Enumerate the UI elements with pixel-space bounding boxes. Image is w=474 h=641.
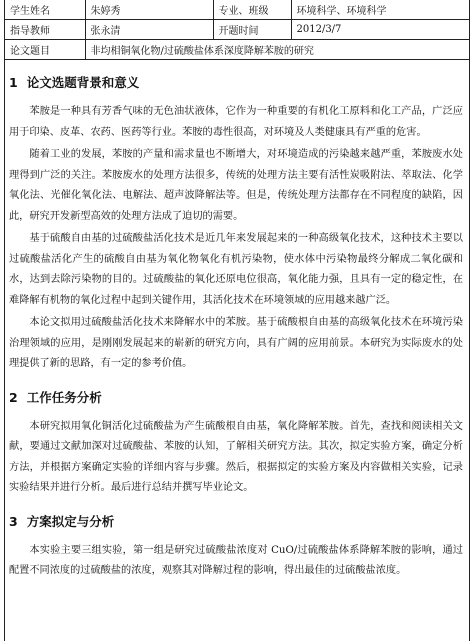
label-date: 开题时间 (213, 20, 291, 40)
label-major: 专业、班级 (213, 0, 291, 20)
section-plan (9, 512, 463, 582)
section-heading: 1 论文选题背景和意义 (9, 75, 140, 90)
paragraph: 基于硫酸自由基的过硫酸盐活化技术是近几年来发展起来的一种高级氧化技术，这种技术主要以过硫酸盐活化产生的硫酸自由基为氧化物氧化有机污染物，使水体中污染物最终分解成二氧化碳和水，达到去除污染物的目的。过硫酸盐的氧化还原电位很高，氧化能力强，且具有一定的稳定性，在难降解有机物的氧化过程中起到关键作用，其活化技术在环境领域的应用越来越广泛。 (9, 233, 463, 306)
proposal-page (4, 0, 470, 641)
proposal-date: 2012/3/7 (291, 20, 469, 40)
section-heading: 2 工作任务分析 (9, 389, 102, 405)
info-row-title (5, 40, 469, 60)
info-row-student (5, 0, 469, 20)
paragraph: 苯胺是一种具有芳香气味的无色油状液体，它作为一种重要的有机化工原料和化工产品，广泛应用于印染、皮革、农药、医药等行业。苯胺的毒性很高，对环境及人类健康具有严重的危害。 (9, 106, 463, 138)
student-name: 朱婷秀 (85, 0, 213, 20)
paragraph: 随着工业的发展，苯胺的产量和需求量也不断增大，对环境造成的污染越来越严重，苯胺废水处理得到广泛的关注。苯胺废水的处理方法很多，传统的处理方法主要有活性炭吸附法、萃取法、化学氧化法、光催化氧化法、电解法、超声波降解法等。但是，传统处理方法都存在不同程度的缺陷，因此，研究开发新型高效的处理方法成了迫切的需要。 (9, 149, 463, 222)
major: 环境科学、环境科学 (291, 0, 469, 20)
advisor: 张永清 (85, 20, 213, 40)
paragraph: 本实验主要三组实验，第一组是研究过硫酸盐浓度对 CuO/过硫酸盐体系降解苯胺的影响，通过配置不同浓度的过硫酸盐的浓度，观察其对降解过程的影响，得出最佳的过硫酸盐浓度。 (9, 544, 463, 576)
paragraph: 本研究拟用氧化铜活化过硫酸盐为产生硫酸根自由基，氧化降解苯胺。首先，查找和阅读相关文献，要通过文献加深对过硫酸盐、苯胺的认知，了解相关研究方法。其次，拟定实验方案，确定分析方法，并根据方案确定实验的详细内容与步骤。然后，根据拟定的实验方案及内容做相关实验，记录实验结果并进行分析。最后进行总结并撰写毕业论文。 (9, 420, 463, 493)
section-heading: 3 方案拟定与分析 (9, 513, 115, 529)
section-task-analysis (9, 388, 463, 499)
thesis-title: 非均相铜氧化物/过硫酸盐体系深度降解苯胺的研究 (85, 40, 469, 60)
info-table (5, 0, 469, 60)
document-body (5, 73, 469, 582)
paragraph: 本论文拟用过硫酸盐活化技术来降解水中的苯胺。基于硫酸根自由基的高级氧化技术在环境污染治理领域的应用，是刚刚发展起来的崭新的研究方向，具有广阔的应用前景。本研究为实际废水的处理提供了新的思路，有一定的参考价值。 (9, 317, 463, 369)
label-thesis-title: 论文题目 (5, 40, 85, 60)
section-background (9, 73, 463, 375)
label-advisor: 指导教师 (5, 20, 85, 40)
label-student-name: 学生姓名 (5, 0, 85, 20)
info-row-advisor (5, 20, 469, 40)
